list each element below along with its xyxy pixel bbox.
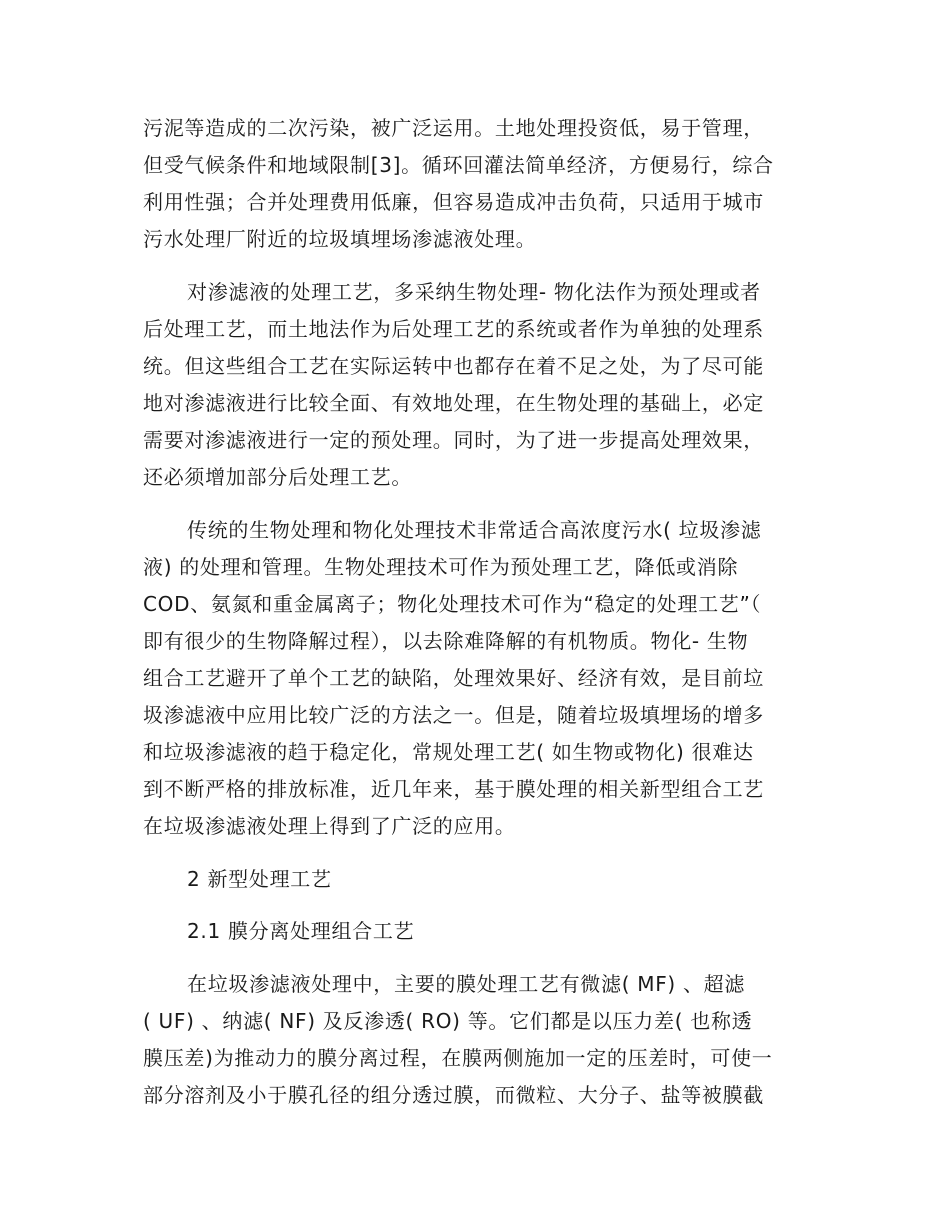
text-line: 地对渗滤液进行比较全面、有效地处理，在生物处理的基础上，必定 — [143, 391, 764, 415]
text-line: 统。但这些组合工艺在实际运转中也都存在着不足之处，为了尽可能 — [143, 354, 764, 378]
text-line: 在垃圾渗滤液处理中，主要的膜处理工艺有微滤( MF) 、超滤 — [187, 972, 746, 996]
heading-text: 2 新型处理工艺 — [187, 867, 332, 891]
text-line: 对渗滤液的处理工艺，多采纳生物处理- 物化法作为预处理或者 — [187, 280, 761, 304]
text-line: 在垃圾渗滤液处理上得到了广泛的应用。 — [143, 814, 516, 838]
text-line: 到不断严格的排放标准，近几年来，基于膜处理的相关新型组合工艺 — [143, 777, 764, 801]
text-line: 部分溶剂及小于膜孔径的组分透过膜，而微粒、大分子、盐等被膜截 — [143, 1083, 764, 1107]
text-line: 污水处理厂附近的垃圾填埋场渗滤液处理。 — [143, 227, 537, 251]
text-line: 后处理工艺，而土地法作为后处理工艺的系统或者作为单独的处理系 — [143, 317, 764, 341]
text-line: 需要对渗滤液进行一定的预处理。同时，为了进一步提高处理效果， — [143, 428, 764, 452]
text-line: ( UF) 、纳滤( NF) 及反渗透( RO) 等。它们都是以压力差( 也称透 — [143, 1009, 753, 1033]
text-line: 污泥等造成的二次污染，被广泛运用。土地处理投资低，易于管理， — [143, 116, 764, 140]
text-line: 但受气候条件和地域限制[3]。循环回灌法简单经济，方便易行，综合 — [143, 153, 774, 177]
text-line: 利用性强；合并处理费用低廉，但容易造成冲击负荷，只适用于城市 — [143, 190, 764, 214]
text-line: 和垃圾渗滤液的趋于稳定化，常规处理工艺( 如生物或物化) 很难达 — [143, 740, 754, 764]
text-line: 还必须增加部分后处理工艺。 — [143, 465, 413, 489]
text-line: 液) 的处理和管理。生物处理技术可作为预处理工艺，降低或消除 — [143, 555, 739, 579]
heading-text: 2.1 膜分离处理组合工艺 — [187, 919, 415, 943]
text-line: 传统的生物处理和物化处理技术非常适合高浓度污水( 垃圾渗滤 — [187, 518, 762, 542]
text-line: 组合工艺避开了单个工艺的缺陷，处理效果好、经济有效，是目前垃 — [143, 666, 764, 690]
text-line: 即有很少的生物降解过程），以去除难降解的有机物质。物化- 生物 — [143, 629, 749, 653]
text-line: 圾渗滤液中应用比较广泛的方法之一。但是，随着垃圾填埋场的增多 — [143, 703, 764, 727]
text-line: 膜压差)为推动力的膜分离过程，在膜两侧施加一定的压差时，可使一 — [143, 1046, 773, 1070]
text-line: COD、氨氮和重金属离子；物化处理技术可作为“稳定的处理工艺”（ — [143, 592, 762, 616]
